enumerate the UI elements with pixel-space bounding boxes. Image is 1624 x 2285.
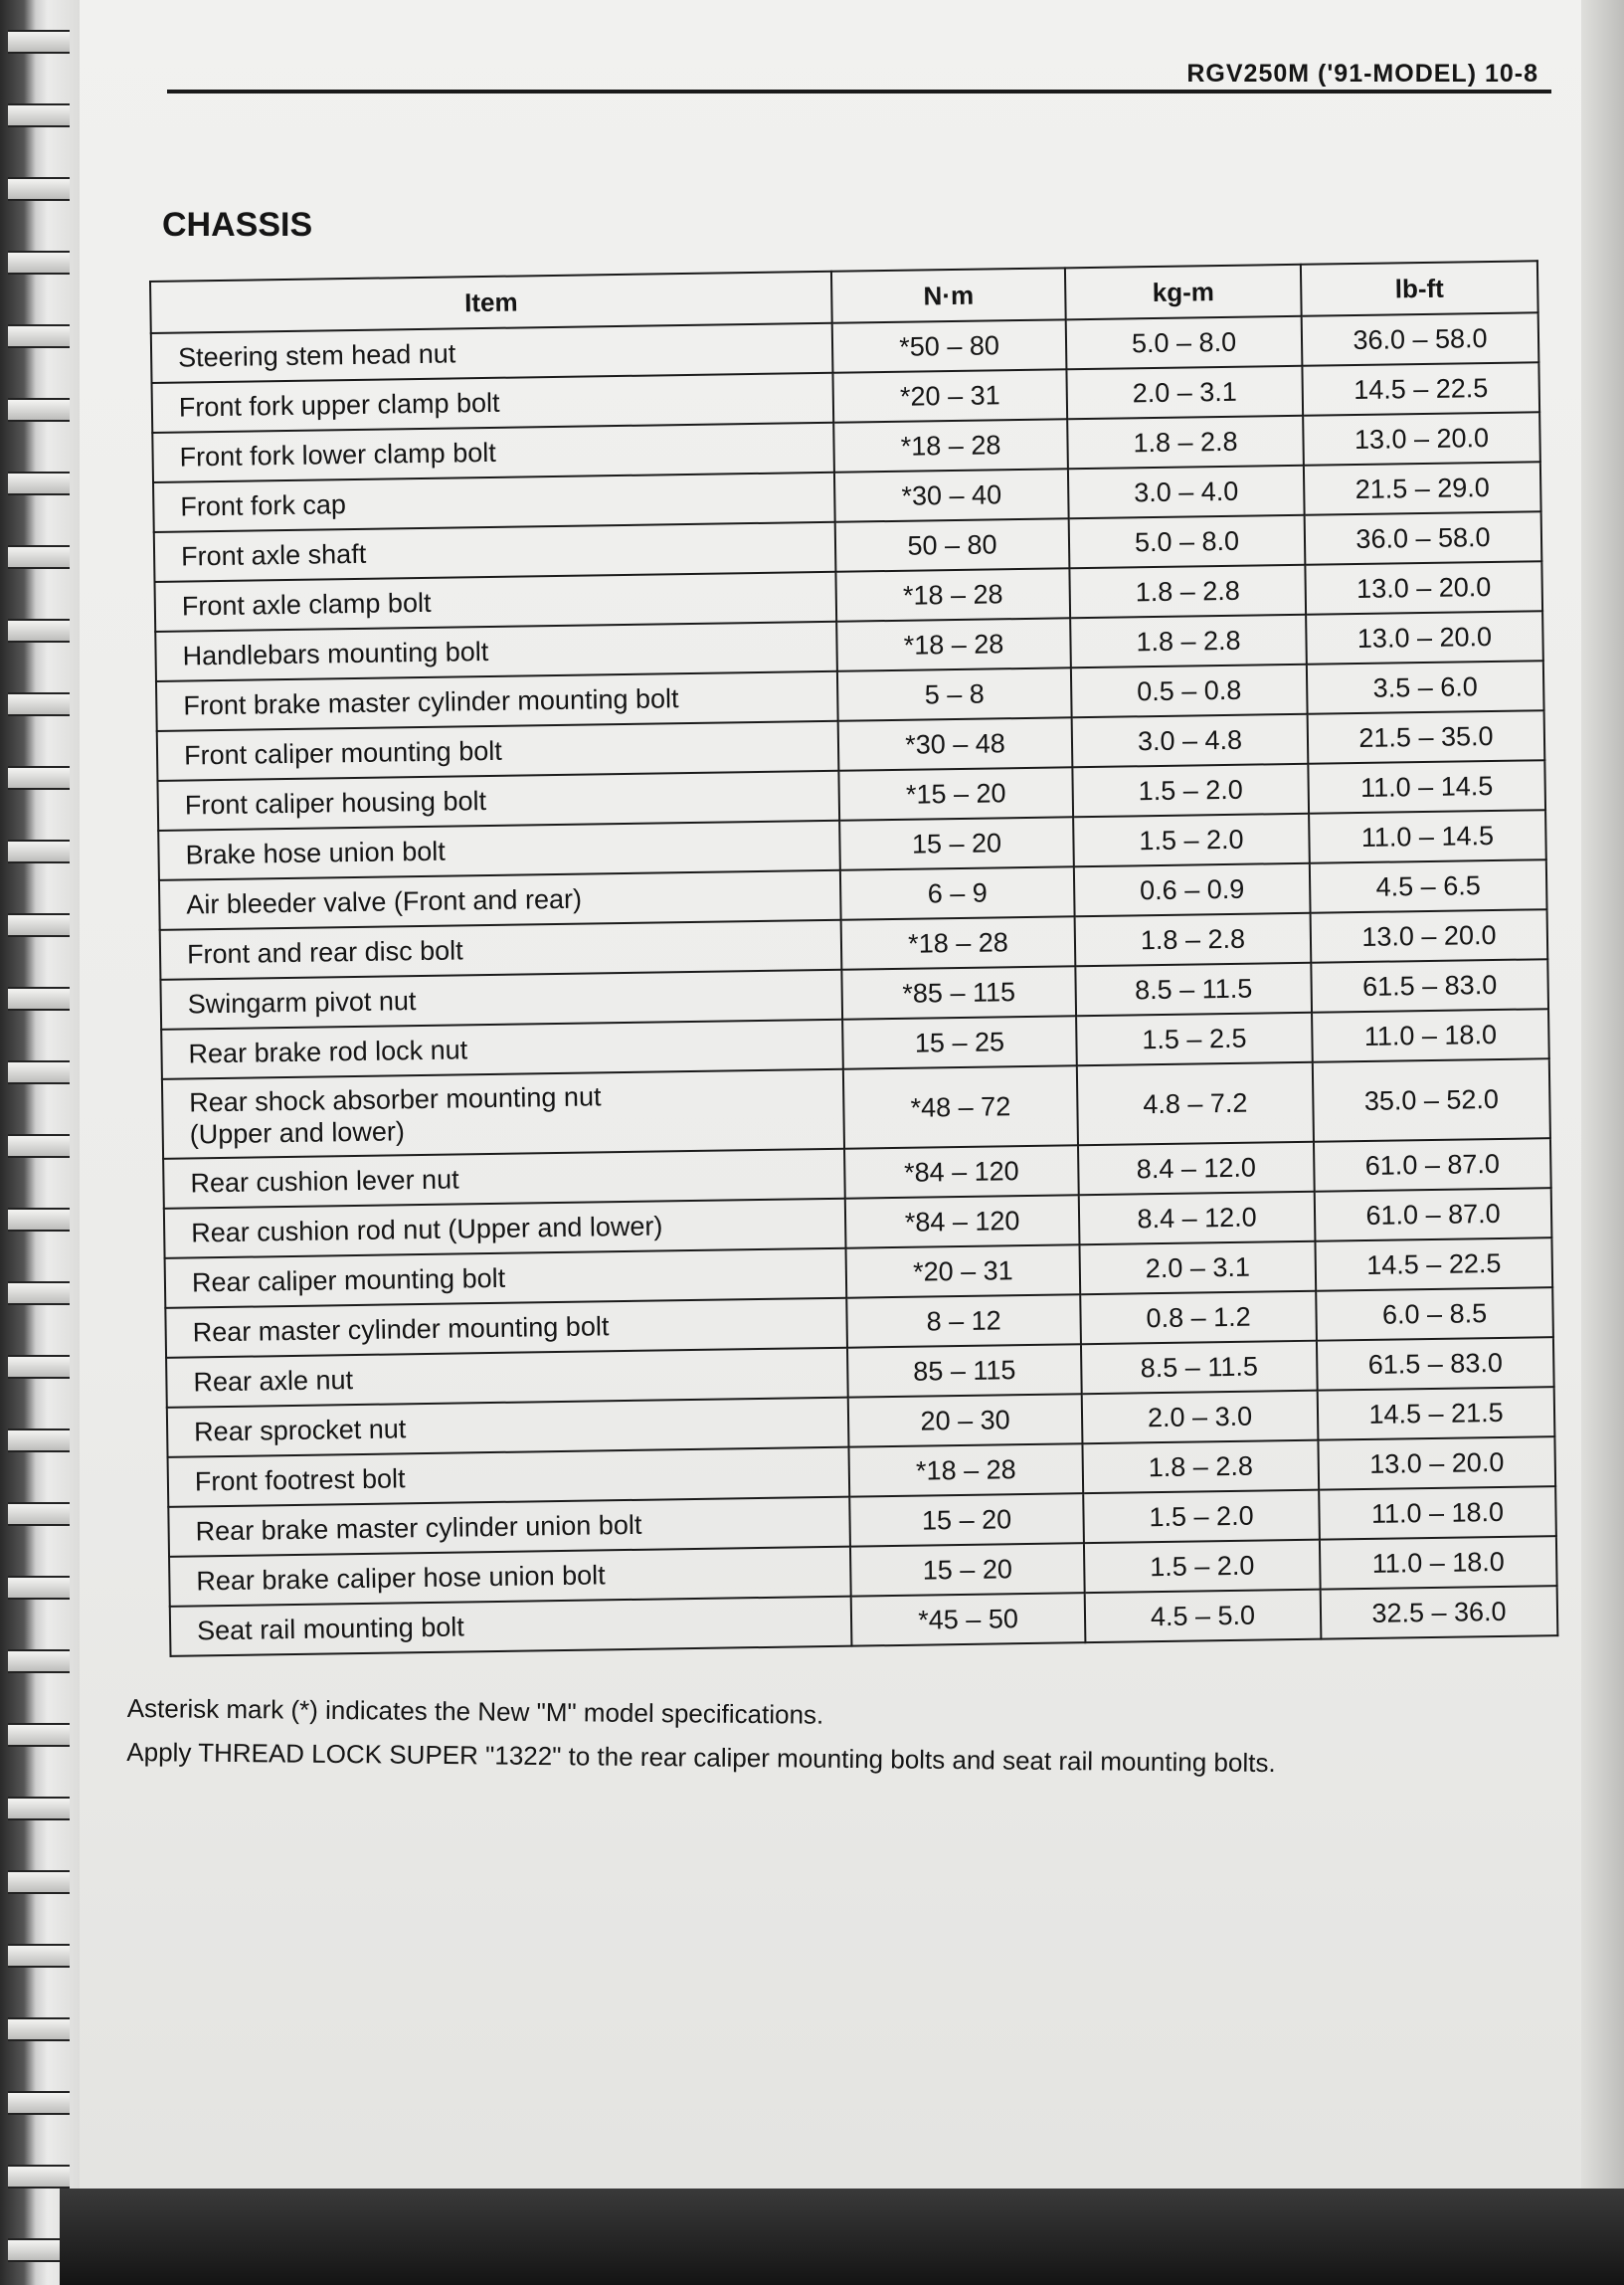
binding-ring [8, 1355, 70, 1379]
item-label: Steering stem head nut [177, 338, 456, 373]
kgm-cell: 8.5 – 11.5 [1075, 963, 1312, 1017]
item-label: Front axle clamp bolt [181, 587, 432, 622]
lbft-cell: 4.5 – 6.5 [1310, 859, 1547, 913]
item-label: Rear axle nut [193, 1365, 354, 1398]
binding-ring [8, 251, 70, 275]
binding-ring [8, 324, 70, 348]
binding-ring [8, 545, 70, 569]
lbft-cell: 11.0 – 18.0 [1319, 1486, 1556, 1540]
item-label: Air bleeder valve (Front and rear) [186, 883, 583, 920]
lbft-cell: 35.0 – 52.0 [1313, 1058, 1550, 1142]
binding-ring [8, 398, 70, 422]
lbft-cell: 61.5 – 83.0 [1311, 959, 1548, 1013]
kgm-cell: 8.4 – 12.0 [1079, 1192, 1316, 1245]
nm-cell: *84 – 120 [844, 1145, 1079, 1198]
kgm-cell: 1.8 – 2.8 [1067, 416, 1304, 470]
kgm-cell: 1.5 – 2.0 [1072, 764, 1309, 818]
lbft-cell: 11.0 – 18.0 [1312, 1009, 1549, 1062]
item-label: Rear master cylinder mounting bolt [192, 1311, 610, 1348]
item-label: Front caliper mounting bolt [183, 735, 502, 771]
item-label: Rear cushion lever nut [190, 1164, 459, 1199]
item-label: Swingarm pivot nut [187, 986, 417, 1020]
binding-ring [8, 1723, 70, 1747]
binding-ring [8, 472, 70, 495]
lbft-cell: 14.5 – 21.5 [1318, 1387, 1555, 1440]
item-label: Front caliper housing bolt [184, 786, 487, 821]
kgm-cell: 8.4 – 12.0 [1078, 1142, 1315, 1196]
item-cell [170, 1597, 852, 1656]
lbft-cell: 14.5 – 22.5 [1302, 362, 1539, 416]
nm-cell: 15 – 20 [849, 1493, 1084, 1546]
column-header-item: Item [150, 272, 832, 333]
binding-ring [8, 2091, 70, 2115]
nm-cell: 20 – 30 [848, 1394, 1083, 1446]
nm-cell: *85 – 115 [841, 966, 1076, 1019]
kgm-cell: 1.8 – 2.8 [1069, 565, 1306, 619]
nm-cell: *45 – 50 [851, 1593, 1086, 1645]
kgm-cell: 5.0 – 8.0 [1066, 316, 1303, 370]
kgm-cell: 0.5 – 0.8 [1071, 665, 1308, 718]
nm-cell: 15 – 20 [839, 817, 1074, 869]
item-label: Rear brake master cylinder union bolt [195, 1509, 642, 1547]
kgm-cell: 2.0 – 3.0 [1082, 1391, 1319, 1444]
kgm-cell: 1.8 – 2.8 [1082, 1440, 1319, 1494]
page-shadow [60, 2189, 1624, 2285]
binding-ring [8, 766, 70, 790]
nm-cell: *18 – 28 [841, 916, 1076, 969]
nm-cell: *50 – 80 [832, 319, 1067, 372]
table-body [151, 312, 1558, 1656]
kgm-cell: 1.5 – 2.0 [1084, 1540, 1321, 1594]
binding-ring [8, 30, 70, 54]
kgm-cell: 4.5 – 5.0 [1085, 1590, 1322, 1643]
lbft-cell: 21.5 – 29.0 [1304, 462, 1541, 515]
item-label: Seat rail mounting bolt [196, 1612, 464, 1646]
kgm-cell: 3.0 – 4.0 [1068, 466, 1305, 519]
kgm-cell: 2.0 – 3.1 [1066, 366, 1303, 420]
kgm-cell: 4.8 – 7.2 [1077, 1062, 1314, 1146]
kgm-cell: 1.5 – 2.5 [1076, 1013, 1313, 1066]
nm-cell: *30 – 40 [834, 469, 1069, 521]
running-header: RGV250M ('91-MODEL) 10-8 [1186, 60, 1538, 88]
notes [126, 1686, 1276, 1785]
lbft-cell: 6.0 – 8.5 [1316, 1287, 1553, 1341]
item-label: Rear brake caliper hose union bolt [196, 1560, 606, 1597]
nm-cell: *18 – 28 [836, 618, 1071, 670]
binding-ring [8, 913, 70, 937]
nm-cell: *30 – 48 [838, 717, 1073, 770]
item-label: Front fork lower clamp bolt [179, 437, 496, 473]
binding-ring [8, 1870, 70, 1894]
nm-cell: 15 – 25 [842, 1016, 1077, 1068]
binding-ring [8, 840, 70, 863]
item-label: Front fork cap [180, 489, 347, 522]
nm-cell: 50 – 80 [835, 518, 1070, 571]
item-label: Front and rear disc bolt [186, 935, 463, 970]
item-label: Rear shock absorber mounting nut [189, 1081, 602, 1118]
kgm-cell: 1.8 – 2.8 [1075, 913, 1312, 967]
binding-ring [8, 692, 70, 716]
item-label-continuation: (Upper and lower) [189, 1116, 406, 1150]
nm-cell: *15 – 20 [838, 767, 1073, 820]
column-header-nm: N·m [831, 268, 1066, 322]
column-header-lbft: lb-ft [1301, 261, 1538, 316]
lbft-cell: 11.0 – 14.5 [1309, 810, 1546, 863]
binding-ring [8, 619, 70, 643]
nm-cell: *18 – 28 [833, 419, 1068, 472]
lbft-cell: 13.0 – 20.0 [1318, 1436, 1555, 1490]
item-cell [162, 1069, 844, 1159]
item-label: Rear brake rod lock nut [188, 1035, 468, 1069]
asterisk-note: Asterisk mark (*) indicates the New "M" model specifications. [126, 1692, 824, 1730]
torque-spec-table [149, 260, 1558, 1657]
binding-ring [8, 2017, 70, 2041]
lbft-cell: 13.0 – 20.0 [1306, 611, 1543, 665]
kgm-cell: 0.6 – 0.9 [1074, 863, 1311, 917]
lbft-cell: 13.0 – 20.0 [1311, 909, 1548, 963]
nm-cell: 85 – 115 [847, 1344, 1082, 1397]
kgm-cell: 1.5 – 2.0 [1083, 1490, 1320, 1544]
item-label: Front fork upper clamp bolt [178, 387, 500, 423]
nm-cell: *18 – 28 [848, 1443, 1083, 1496]
lbft-cell: 21.5 – 35.0 [1308, 710, 1545, 764]
nm-cell: 6 – 9 [840, 866, 1075, 919]
lbft-cell: 32.5 – 36.0 [1321, 1586, 1558, 1639]
binding-ring [8, 1944, 70, 1968]
binding-ring [8, 1428, 70, 1452]
binding-ring [8, 2165, 70, 2189]
binding-ring [8, 1060, 70, 1084]
page-edge [1581, 0, 1624, 2189]
lbft-cell: 61.0 – 87.0 [1315, 1188, 1552, 1241]
header-rule [167, 90, 1551, 94]
lbft-cell: 13.0 – 20.0 [1303, 412, 1540, 466]
kgm-cell: 3.0 – 4.8 [1072, 714, 1309, 768]
binding-ring [8, 1649, 70, 1673]
nm-cell: 5 – 8 [837, 667, 1072, 720]
lbft-cell: 36.0 – 58.0 [1305, 511, 1542, 565]
kgm-cell: 0.8 – 1.2 [1080, 1291, 1317, 1345]
lbft-cell: 61.0 – 87.0 [1314, 1138, 1551, 1192]
nm-cell: *18 – 28 [835, 568, 1070, 621]
nm-cell: 8 – 12 [846, 1294, 1081, 1347]
lbft-cell: 13.0 – 20.0 [1305, 561, 1542, 615]
nm-cell: *84 – 120 [845, 1195, 1080, 1247]
lbft-cell: 11.0 – 14.5 [1308, 760, 1545, 814]
kgm-cell: 1.5 – 2.0 [1073, 814, 1310, 867]
kgm-cell: 8.5 – 11.5 [1081, 1341, 1318, 1395]
item-label: Rear caliper mounting bolt [191, 1262, 506, 1298]
item-label: Handlebars mounting bolt [182, 636, 489, 671]
nm-cell: *48 – 72 [843, 1065, 1078, 1148]
binding-ring [8, 1134, 70, 1158]
lbft-cell: 11.0 – 18.0 [1320, 1536, 1557, 1590]
kgm-cell: 5.0 – 8.0 [1069, 515, 1306, 569]
item-label: Front axle shaft [180, 538, 367, 572]
binding-ring [8, 1502, 70, 1526]
binding-ring [8, 1281, 70, 1305]
item-label: Rear sprocket nut [193, 1414, 407, 1447]
item-label: Brake hose union bolt [185, 836, 446, 870]
lbft-cell: 3.5 – 6.0 [1307, 661, 1544, 714]
item-label: Front footrest bolt [194, 1463, 406, 1497]
binding-ring [8, 1208, 70, 1232]
lbft-cell: 14.5 – 22.5 [1315, 1238, 1552, 1291]
kgm-cell: 2.0 – 3.1 [1079, 1241, 1316, 1295]
lbft-cell: 61.5 – 83.0 [1317, 1337, 1554, 1391]
section-title: CHASSIS [162, 206, 313, 244]
binding-ring [8, 1797, 70, 1820]
binding-ring [8, 103, 70, 127]
nm-cell: *20 – 31 [832, 369, 1067, 422]
item-label: Rear cushion rod nut (Upper and lower) [190, 1211, 663, 1248]
item-label: Front brake master cylinder mounting bolt [183, 683, 679, 721]
binding-ring [8, 177, 70, 201]
spiral-binding [0, 0, 80, 2285]
binding-ring [8, 1576, 70, 1600]
kgm-cell: 1.8 – 2.8 [1070, 615, 1307, 668]
lbft-cell: 36.0 – 58.0 [1302, 312, 1539, 366]
nm-cell: *20 – 31 [846, 1244, 1081, 1297]
binding-ring [8, 987, 70, 1011]
nm-cell: 15 – 20 [850, 1543, 1085, 1596]
thread-lock-note: Apply THREAD LOCK SUPER "1322" to the rear caliper mounting bolts and seat rail mounting bolts. [126, 1736, 1276, 1779]
column-header-kgm: kg-m [1065, 265, 1302, 320]
